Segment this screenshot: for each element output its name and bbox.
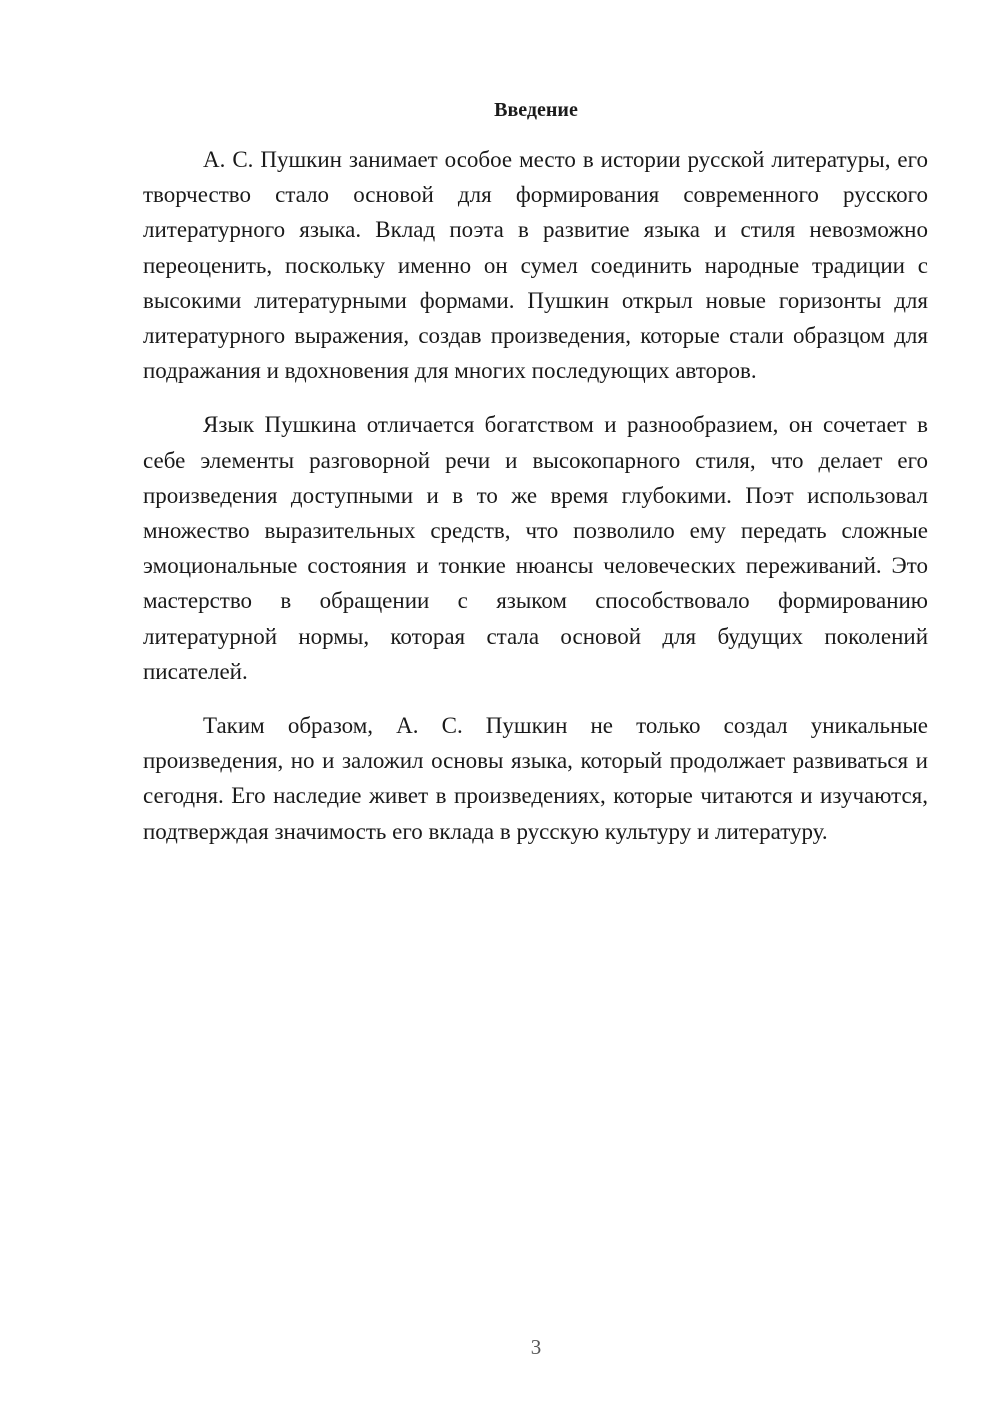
paragraph-2: Язык Пушкина отличается богатством и разнообразием, он сочетает в себе элементы разговорной речи и высокопарного стиля, что делает его произведения доступными и в то же время глубокими. Поэт использовал множество выразительных средств, что позволило ему передать сложные эмоциональные состояния и тонкие нюансы человеческих переживаний. Это мастерство в обращении с языком способствовало формированию литературной нормы, которая стала основой для будущих поколений писателей. [143,412,928,684]
paragraph-1: А. С. Пушкин занимает особое место в истории русской литературы, его творчество стало основой для формирования современного русского литературного языка. Вклад поэта в развитие языка и стиля невозможно переоценить, поскольку именно он сумел соединить народные традиции с высокими литературными формами. Пушкин открыл новые горизонты для литературного выражения, создав произведения, которые стали образцом для подражания и вдохновения для многих последующих авторов. [143,147,928,384]
page-number: 3 [530,1335,542,1359]
body-text [143,142,928,868]
paragraph-3: Таким образом, А. С. Пушкин не только создал уникальные произведения, но и заложил основы языка, который продолжает развиваться и сегодня. Его наследие живет в произведениях, которые читаются и изучаются, подтверждая значимость его вклада в русскую культуру и литературу. [143,713,928,844]
page-title: Введение [494,99,578,121]
